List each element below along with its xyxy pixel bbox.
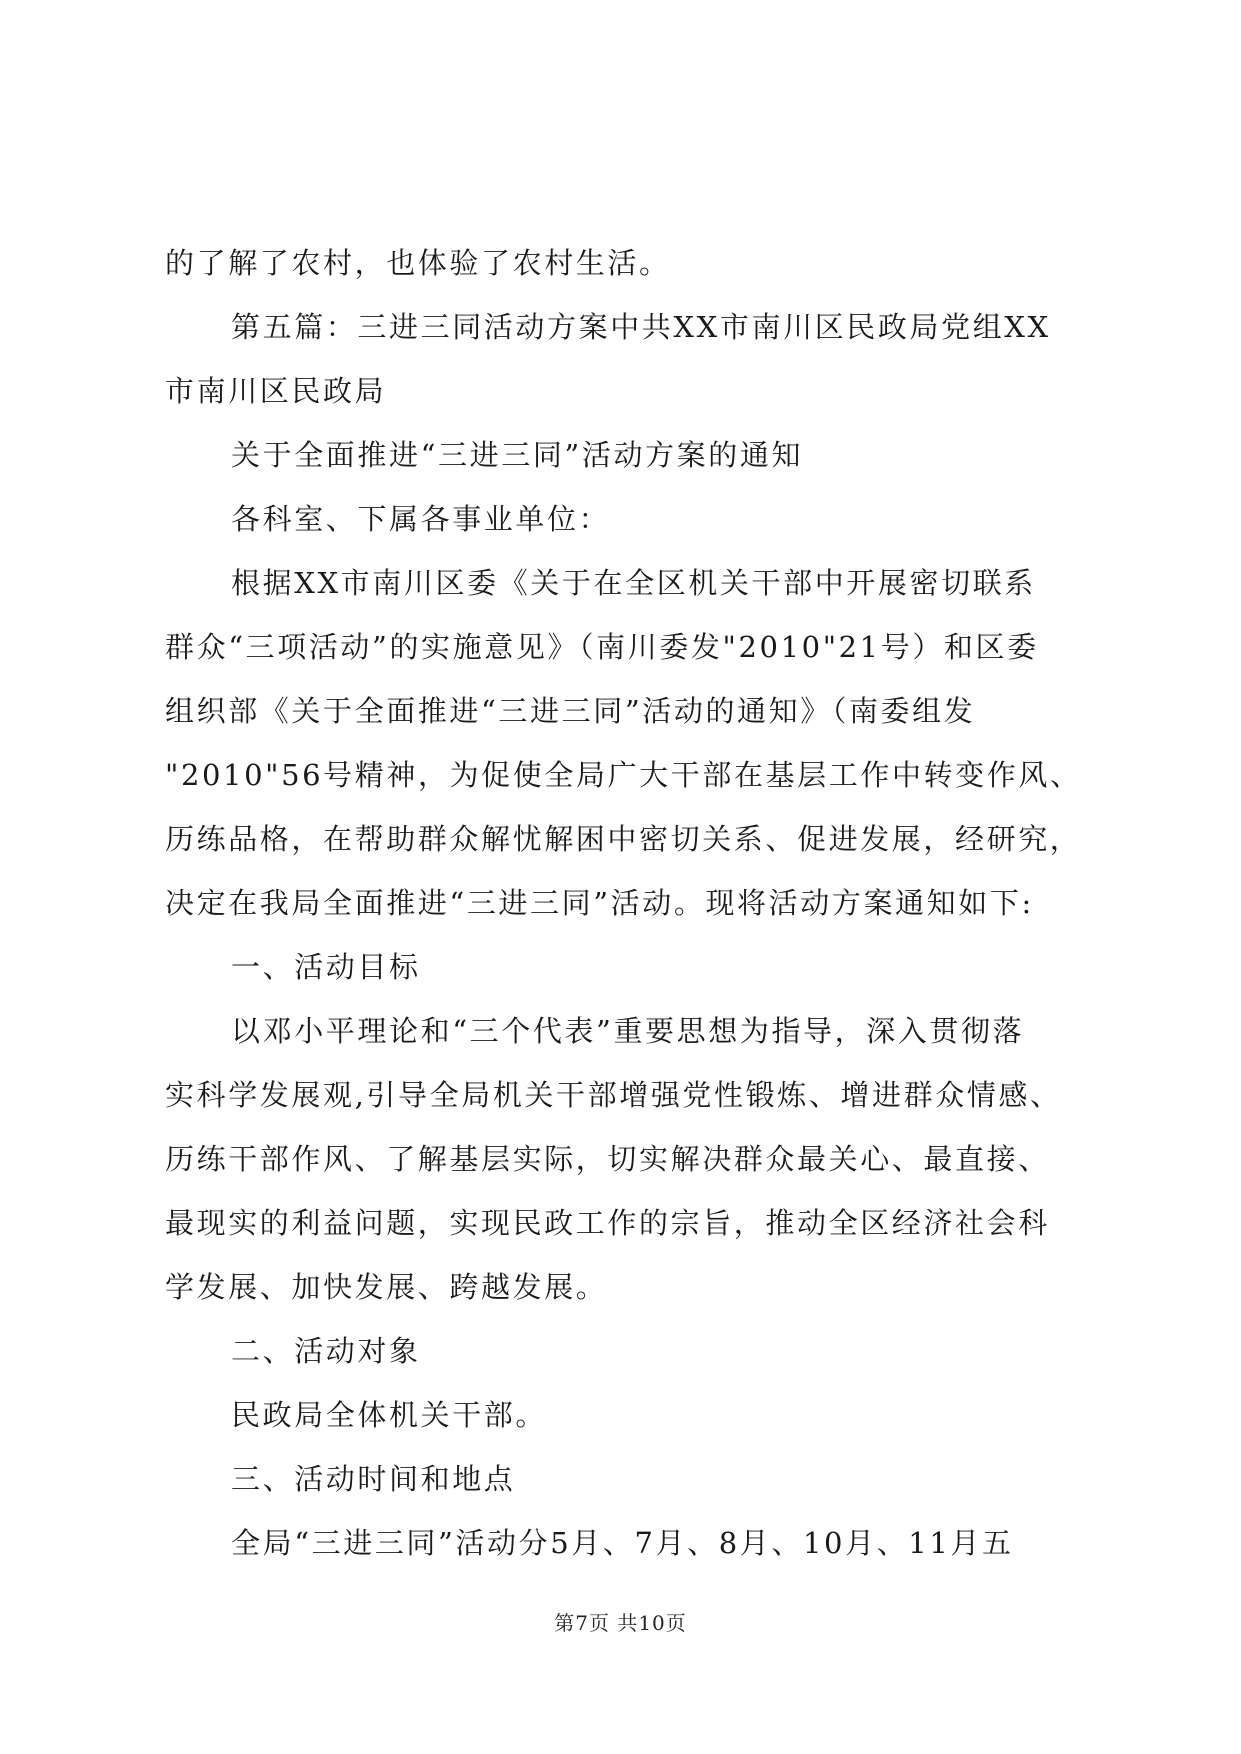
text-line: 组织部《关于全面推进“三进三同”活动的通知》（南委组发 <box>165 694 976 728</box>
text-line: 最现实的利益问题，实现民政工作的宗旨，推动全区经济社会科 <box>165 1206 1050 1240</box>
text-line: 民政局全体机关干部。 <box>231 1398 548 1432</box>
text-line: 历练品格，在帮助群众解忧解困中密切关系、促进发展，经研究， <box>165 822 1082 856</box>
text-line: 根据XX市南川区委《关于在全区机关干部中开展密切联系 <box>231 566 1036 600</box>
text-line: 决定在我局全面推进“三进三同”活动。现将活动方案通知如下: <box>165 886 1034 920</box>
text-line: 第五篇：三进三同活动方案中共XX市南川区民政局党组XX <box>231 310 1051 344</box>
text-line: 三、活动时间和地点 <box>231 1462 516 1496</box>
text-line: 学发展、加快发展、跨越发展。 <box>165 1270 608 1304</box>
text-line: 一、活动目标 <box>231 950 421 984</box>
text-line: 的了解了农村，也体验了农村生活。 <box>165 246 671 280</box>
text-line: 以邓小平理论和“三个代表”重要思想为指导，深入贯彻落 <box>231 1014 1025 1048</box>
page-footer: 第7页 共10页 <box>554 1611 687 1635</box>
text-line: 历练干部作风、了解基层实际，切实解决群众最关心、最直接、 <box>165 1142 1050 1176</box>
text-line: 关于全面推进“三进三同”活动方案的通知 <box>231 438 804 472</box>
document-body <box>165 231 1085 1575</box>
text-line: 各科室、下属各事业单位： <box>231 502 611 536</box>
text-line: 市南川区民政局 <box>165 374 387 408</box>
text-line: "2010"56号精神，为促使全局广大干部在基层工作中转变作风、 <box>165 758 1082 792</box>
text-line: 实科学发展观,引导全局机关干部增强党性锻炼、增进群众情感、 <box>165 1078 1062 1112</box>
text-line: 全局“三进三同”活动分5月、7月、8月、10月、11月五 <box>231 1526 1014 1560</box>
text-line: 群众“三项活动”的实施意见》（南川委发"2010"21号）和区委 <box>165 630 1039 664</box>
text-line: 二、活动对象 <box>231 1334 421 1368</box>
